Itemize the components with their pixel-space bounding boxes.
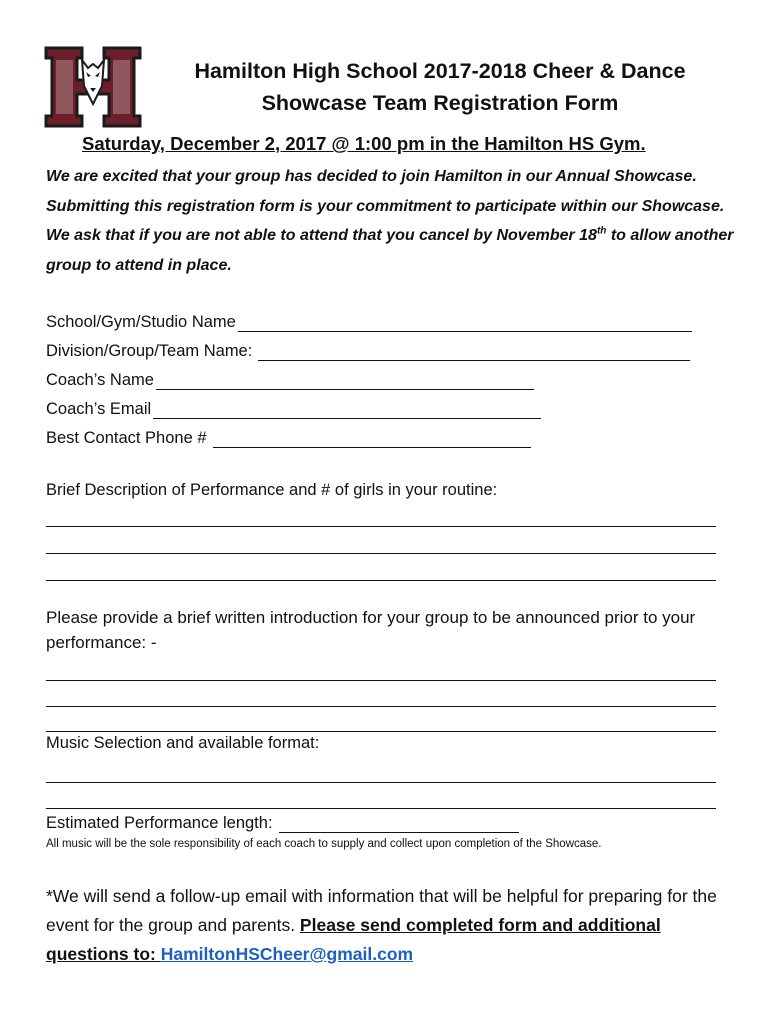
- coach-email-label: Coach’s Email: [46, 400, 152, 418]
- description-line-1[interactable]: [46, 526, 716, 527]
- introduction-line-3[interactable]: [46, 731, 716, 732]
- music-label: Music Selection and available format:: [46, 734, 320, 752]
- h-letter-logo-icon: [46, 48, 140, 126]
- performance-length-field: [46, 811, 519, 833]
- coach-email-blank[interactable]: [153, 401, 541, 419]
- contact-email-link[interactable]: HamiltonHSCheer@gmail.com: [160, 944, 414, 964]
- intro-text-before: We are excited that your group has decided to join Hamilton in our Annual Showcase. Submitting this registration form is your commitment to participate within our Showcase. We ask that if you are not able to attend that you cancel by November 18: [46, 168, 725, 244]
- title-line-1: Hamilton High School 2017-2018 Cheer & Dance: [194, 59, 686, 83]
- school-name-blank[interactable]: [238, 314, 692, 332]
- coach-email-field: [46, 397, 541, 419]
- phone-blank[interactable]: [213, 430, 531, 448]
- division-blank[interactable]: [258, 343, 690, 361]
- followup-text: *We will send a follow-up email with information that will be helpful for preparing for the event for the group and parents.: [46, 886, 717, 935]
- intro-superscript: th: [596, 225, 607, 237]
- coach-name-blank[interactable]: [156, 372, 534, 390]
- intro-text-after: to allow another group to attend in place.: [46, 227, 734, 274]
- coach-name-field: [46, 368, 534, 390]
- music-line-2[interactable]: [46, 808, 716, 809]
- introduction-label: Please provide a brief written introduction for your group to be announced prior to your performance: -: [46, 608, 696, 652]
- introduction-line-1[interactable]: [46, 680, 716, 681]
- description-line-3[interactable]: [46, 580, 716, 581]
- description-line-2[interactable]: [46, 553, 716, 554]
- coach-name-label: Coach’s Name: [46, 371, 154, 389]
- school-name-field: [46, 310, 692, 332]
- performance-length-blank[interactable]: [279, 815, 519, 833]
- title-line-2: Showcase Team Registration Form: [261, 91, 619, 115]
- music-responsibility-note: All music will be the sole responsibility of each coach to supply and collect upon completion of the Showcase.: [46, 838, 602, 850]
- description-label: Brief Description of Performance and # of girls in your routine:: [46, 481, 498, 499]
- division-label: Division/Group/Team Name:: [46, 342, 253, 360]
- page-title: [160, 55, 720, 119]
- phone-field: [46, 426, 531, 448]
- intro-paragraph: [46, 162, 736, 280]
- music-line-1[interactable]: [46, 782, 716, 783]
- followup-bold-text: Please send completed form and additional questions to:: [46, 915, 661, 964]
- followup-paragraph: [46, 882, 746, 969]
- event-date-line: Saturday, December 2, 2017 @ 1:00 pm in the Hamilton HS Gym.: [82, 133, 646, 154]
- school-name-label: School/Gym/Studio Name: [46, 313, 236, 331]
- introduction-line-2[interactable]: [46, 706, 716, 707]
- school-logo: [44, 46, 142, 128]
- division-field: [46, 339, 690, 361]
- performance-length-label: Estimated Performance length:: [46, 814, 273, 832]
- phone-label: Best Contact Phone #: [46, 429, 207, 447]
